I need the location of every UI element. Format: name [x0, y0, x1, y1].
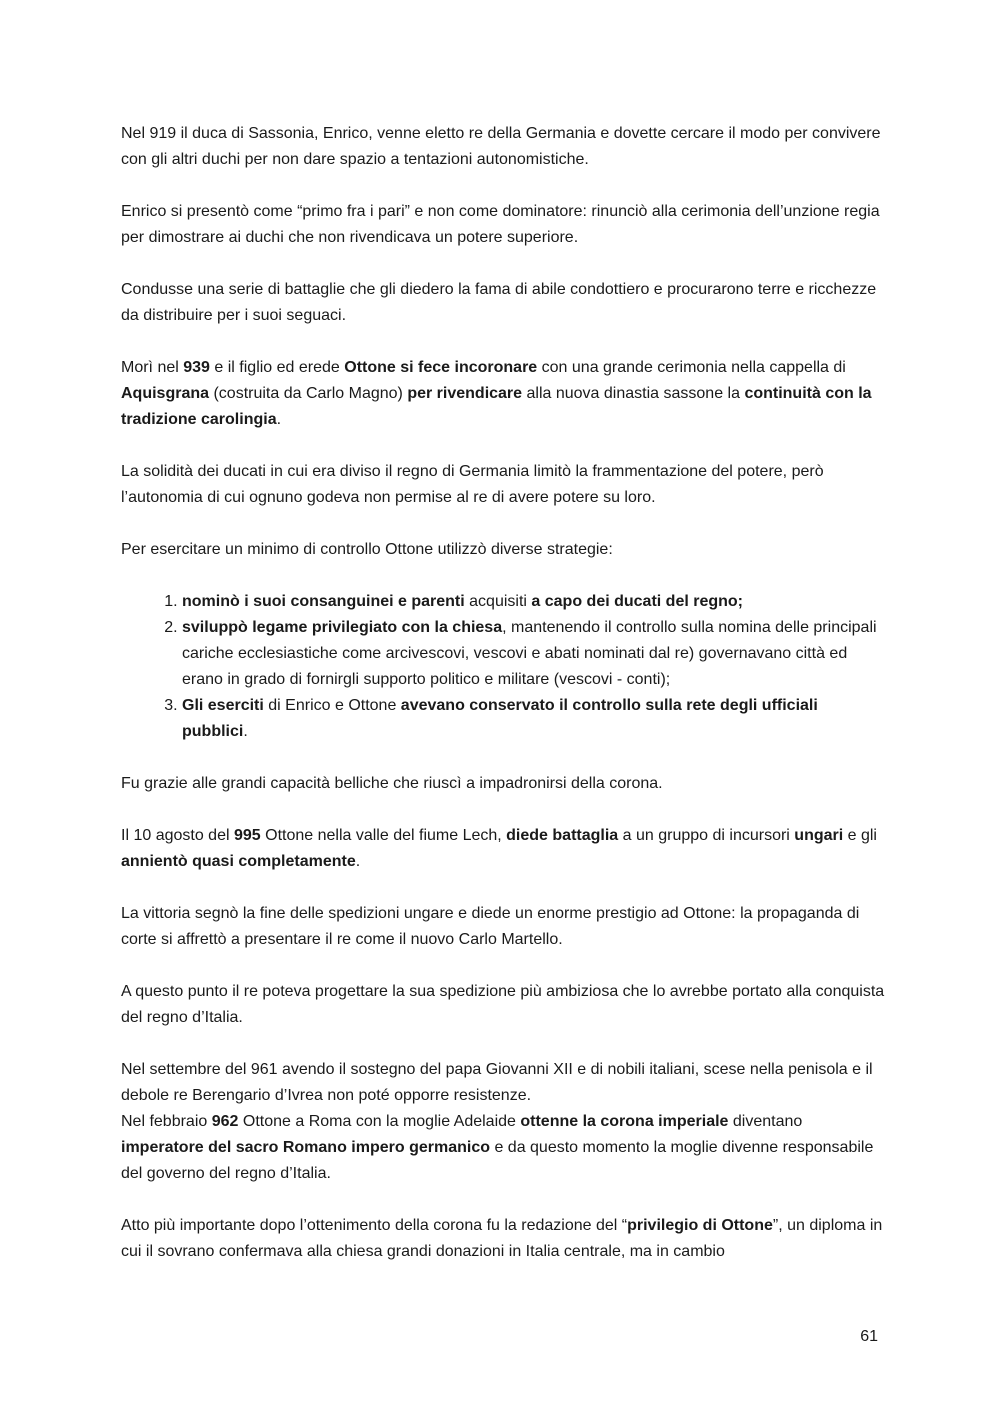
paragraph	[121, 1213, 886, 1265]
text-run: Morì nel	[121, 359, 184, 376]
paragraphs-after-list	[121, 771, 886, 1265]
bold-text-run: Gli eserciti	[182, 697, 264, 714]
bold-text-run: annientò quasi completamente	[121, 853, 356, 870]
page-number: 61	[860, 1328, 878, 1345]
text-run: La vittoria segnò la fine delle spedizioni ungare e diede un enorme prestigio ad Ottone: la propaganda di corte si affrettò a presentare il re come il nuovo Carlo Martello.	[121, 905, 860, 948]
paragraph	[121, 199, 886, 251]
paragraph	[121, 1109, 886, 1187]
strategy-list-item	[182, 693, 886, 745]
bold-text-run: 995	[233, 827, 261, 844]
text-run: acquisiti	[464, 593, 532, 610]
text-run: .	[276, 411, 282, 428]
paragraph	[121, 537, 886, 563]
bold-text-run: ottenne la corona imperiale	[520, 1113, 729, 1130]
bold-text-run: per rivendicare	[407, 385, 523, 402]
paragraphs-before-list	[121, 121, 886, 563]
text-run: , mantenendo il controllo sulla nomina delle principali cariche ecclesiastiche come arcivescovi, vescovi e abati nominati dal re) governavano città ed erano in grado di fornirgli supporto politico e militare (vescovi - conti);	[182, 619, 877, 688]
text-run: Nel settembre del 961 avendo il sostegno del papa Giovanni XII e di nobili italiani, scese nella penisola e il debole re Berengario d’Ivrea non poté opporre resistenze.	[121, 1061, 873, 1104]
text-run: e il figlio ed erede	[209, 359, 345, 376]
paragraph	[121, 459, 886, 511]
bold-text-run: privilegio di Ottone	[627, 1217, 773, 1234]
bold-text-run: ungari	[794, 827, 844, 844]
text-run: Ottone a Roma con la moglie Adelaide	[238, 1113, 521, 1130]
text-run: Nel 919 il duca di Sassonia, Enrico, venne eletto re della Germania e dovette cercare il modo per convivere con gli altri duchi per non dare spazio a tentazioni autonomistiche.	[121, 125, 881, 168]
text-run: ”, un diploma in cui il sovrano confermava alla chiesa grandi donazioni in Italia centrale, ma in cambio	[121, 1217, 883, 1260]
bold-text-run: 939	[183, 359, 210, 376]
text-run: La solidità dei ducati in cui era diviso il regno di Germania limitò la frammentazione del potere, però l’autonomia di cui ognuno godeva non permise al re di avere potere su loro.	[121, 463, 824, 506]
bold-text-run: continuità con la tradizione carolingia	[121, 385, 872, 428]
paragraph	[121, 823, 886, 875]
text-run: diventano	[728, 1113, 803, 1130]
text-run: (costruita da Carlo Magno)	[209, 385, 408, 402]
strategy-list-item	[182, 615, 886, 693]
text-run: Enrico si presentò come “primo fra i pari” e non come dominatore: rinunciò alla cerimonia dell’unzione regia per dimostrare ai duchi che non rivendicava un potere superiore.	[121, 203, 880, 246]
paragraph	[121, 771, 886, 797]
bold-text-run: avevano conservato il controllo sulla rete degli ufficiali pubblici	[182, 697, 818, 740]
text-run: .	[243, 723, 248, 740]
page-body	[121, 121, 886, 1291]
paragraph	[121, 277, 886, 329]
text-run: Nel febbraio	[121, 1113, 212, 1130]
text-run: A questo punto il re poteva progettare la sua spedizione più ambiziosa che lo avrebbe portato alla conquista del regno d’Italia.	[121, 983, 885, 1026]
paragraph	[121, 355, 886, 433]
text-run: con una grande cerimonia nella cappella di	[537, 359, 846, 376]
text-run: alla nuova dinastia sassone la	[522, 385, 745, 402]
text-run: Fu grazie alle grandi capacità belliche che riuscì a impadronirsi della corona.	[121, 775, 663, 792]
bold-text-run: 962	[211, 1113, 239, 1130]
bold-text-run: imperatore del sacro Romano impero germanico	[121, 1139, 490, 1156]
text-run: Il 10 agosto del	[121, 827, 234, 844]
bold-text-run: Ottone si fece incoronare	[344, 359, 538, 376]
strategies-list	[121, 589, 886, 745]
text-run: di Enrico e Ottone	[263, 697, 401, 714]
bold-text-run: nominò i suoi consanguinei e parenti	[182, 593, 465, 610]
paragraph	[121, 121, 886, 173]
bold-text-run: diede battaglia	[506, 827, 619, 844]
bold-text-run: a capo dei ducati del regno;	[531, 593, 743, 610]
strategy-list-item	[182, 589, 886, 615]
bold-text-run: Aquisgrana	[121, 385, 210, 402]
text-run: Atto più importante dopo l’ottenimento della corona fu la redazione del “	[121, 1217, 628, 1234]
text-run: Per esercitare un minimo di controllo Ottone utilizzò diverse strategie:	[121, 541, 613, 558]
text-run: Condusse una serie di battaglie che gli diedero la fama di abile condottiero e procurarono terre e ricchezze da distribuire per i suoi seguaci.	[121, 281, 877, 324]
bold-text-run: sviluppò legame privilegiato con la chiesa	[182, 619, 503, 636]
text-run: e da questo momento la moglie divenne responsabile del governo del regno d’Italia.	[121, 1139, 874, 1182]
text-run: .	[355, 853, 361, 870]
text-run: a un gruppo di incursori	[618, 827, 795, 844]
text-run: e gli	[843, 827, 877, 844]
paragraph	[121, 979, 886, 1031]
text-run: Ottone nella valle del fiume Lech,	[260, 827, 507, 844]
paragraph	[121, 1057, 886, 1109]
paragraph	[121, 901, 886, 953]
